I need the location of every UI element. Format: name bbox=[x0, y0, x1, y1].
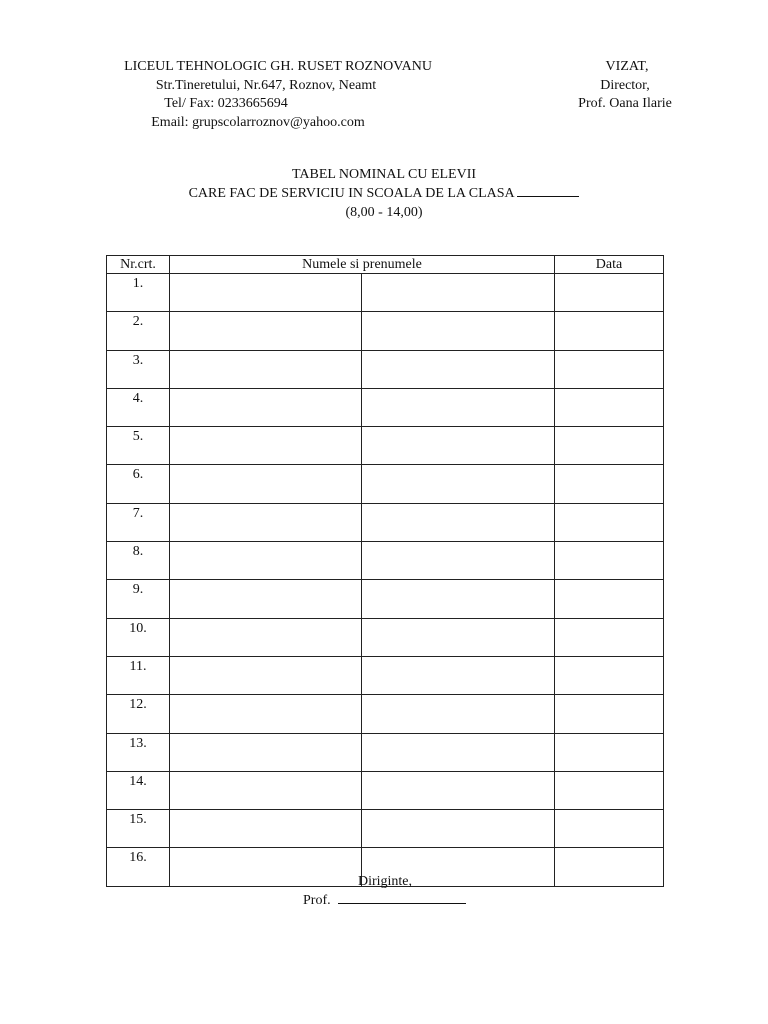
name-cell-1[interactable] bbox=[170, 656, 362, 694]
row-number: 14. bbox=[107, 771, 170, 809]
row-number: 12. bbox=[107, 695, 170, 733]
name-cell-1[interactable] bbox=[170, 427, 362, 465]
table-row bbox=[107, 465, 664, 503]
school-address: Str.Tineretului, Nr.647, Roznov, Neamt bbox=[155, 77, 377, 93]
student-table bbox=[106, 255, 664, 887]
class-blank-line bbox=[517, 184, 579, 197]
date-cell[interactable] bbox=[555, 695, 664, 733]
approval-label: VIZAT, bbox=[605, 59, 649, 74]
row-number: 6. bbox=[107, 465, 170, 503]
signature-block bbox=[0, 872, 768, 908]
title-line-1: TABEL NOMINAL CU ELEVII bbox=[291, 167, 477, 182]
name-cell-2[interactable] bbox=[362, 503, 555, 541]
name-cell-2[interactable] bbox=[362, 618, 555, 656]
date-cell[interactable] bbox=[555, 542, 664, 580]
name-cell-2[interactable] bbox=[362, 733, 555, 771]
row-number: 9. bbox=[107, 580, 170, 618]
name-cell-1[interactable] bbox=[170, 542, 362, 580]
name-cell-2[interactable] bbox=[362, 465, 555, 503]
date-cell[interactable] bbox=[555, 312, 664, 350]
header-date: Data bbox=[555, 256, 664, 274]
table-row bbox=[107, 618, 664, 656]
name-cell-1[interactable] bbox=[170, 274, 362, 312]
name-cell-1[interactable] bbox=[170, 312, 362, 350]
date-cell[interactable] bbox=[555, 733, 664, 771]
director-role: Director, bbox=[600, 77, 650, 93]
name-cell-1[interactable] bbox=[170, 350, 362, 388]
title-line-2-text: CARE FAC DE SERVICIU IN SCOALA DE LA CLASA bbox=[188, 186, 514, 201]
name-cell-2[interactable] bbox=[362, 771, 555, 809]
table-row bbox=[107, 312, 664, 350]
row-number: 7. bbox=[107, 503, 170, 541]
row-number: 11. bbox=[107, 656, 170, 694]
table-row bbox=[107, 388, 664, 426]
name-cell-1[interactable] bbox=[170, 618, 362, 656]
date-cell[interactable] bbox=[555, 618, 664, 656]
table-row bbox=[107, 350, 664, 388]
school-name: LICEUL TEHNOLOGIC GH. RUSET ROZNOVANU bbox=[124, 59, 432, 74]
name-cell-1[interactable] bbox=[170, 695, 362, 733]
date-cell[interactable] bbox=[555, 656, 664, 694]
table-row bbox=[107, 695, 664, 733]
row-number: 4. bbox=[107, 388, 170, 426]
document-title bbox=[0, 165, 768, 222]
table-row bbox=[107, 771, 664, 809]
date-cell[interactable] bbox=[555, 274, 664, 312]
table-row bbox=[107, 580, 664, 618]
table-row bbox=[107, 427, 664, 465]
name-cell-2[interactable] bbox=[362, 388, 555, 426]
name-cell-1[interactable] bbox=[170, 810, 362, 848]
row-number: 16. bbox=[107, 848, 170, 886]
name-cell-2[interactable] bbox=[362, 542, 555, 580]
name-cell-1[interactable] bbox=[170, 388, 362, 426]
name-cell-2[interactable] bbox=[362, 580, 555, 618]
table-row bbox=[107, 656, 664, 694]
name-cell-2[interactable] bbox=[362, 695, 555, 733]
date-cell[interactable] bbox=[555, 350, 664, 388]
name-cell-1[interactable] bbox=[170, 503, 362, 541]
signature-line bbox=[303, 891, 466, 910]
table-row bbox=[107, 810, 664, 848]
table-header-row bbox=[107, 256, 664, 274]
title-line-2 bbox=[0, 184, 768, 203]
row-number: 5. bbox=[107, 427, 170, 465]
director-name: Prof. Oana Ilarie bbox=[578, 96, 672, 111]
name-cell-2[interactable] bbox=[362, 312, 555, 350]
signature-blank-line bbox=[338, 891, 466, 904]
row-number: 13. bbox=[107, 733, 170, 771]
school-header bbox=[100, 58, 456, 132]
row-number: 8. bbox=[107, 542, 170, 580]
approval-block bbox=[530, 58, 720, 114]
date-cell[interactable] bbox=[555, 503, 664, 541]
name-cell-2[interactable] bbox=[362, 427, 555, 465]
name-cell-1[interactable] bbox=[170, 733, 362, 771]
table-row bbox=[107, 503, 664, 541]
header-name: Numele si prenumele bbox=[170, 256, 555, 274]
name-cell-2[interactable] bbox=[362, 350, 555, 388]
date-cell[interactable] bbox=[555, 465, 664, 503]
date-cell[interactable] bbox=[555, 388, 664, 426]
row-number: 2. bbox=[107, 312, 170, 350]
name-cell-2[interactable] bbox=[362, 810, 555, 848]
school-email: Email: grupscolarroznov@yahoo.com bbox=[151, 114, 365, 130]
row-number: 3. bbox=[107, 350, 170, 388]
date-cell[interactable] bbox=[555, 810, 664, 848]
signature-prefix: Prof. bbox=[303, 893, 331, 908]
name-cell-1[interactable] bbox=[170, 580, 362, 618]
name-cell-2[interactable] bbox=[362, 656, 555, 694]
name-cell-1[interactable] bbox=[170, 465, 362, 503]
date-cell[interactable] bbox=[555, 580, 664, 618]
school-phone: Tel/ Fax: 0233665694 bbox=[164, 96, 288, 111]
table-row bbox=[107, 274, 664, 312]
date-cell[interactable] bbox=[555, 427, 664, 465]
signature-role: Diriginte, bbox=[357, 874, 413, 889]
header-nr: Nr.crt. bbox=[107, 256, 170, 274]
name-cell-1[interactable] bbox=[170, 771, 362, 809]
date-cell[interactable] bbox=[555, 771, 664, 809]
table-row bbox=[107, 733, 664, 771]
row-number: 10. bbox=[107, 618, 170, 656]
table-row bbox=[107, 542, 664, 580]
title-line-3: (8,00 - 14,00) bbox=[345, 205, 423, 220]
name-cell-2[interactable] bbox=[362, 274, 555, 312]
row-number: 15. bbox=[107, 810, 170, 848]
row-number: 1. bbox=[107, 274, 170, 312]
